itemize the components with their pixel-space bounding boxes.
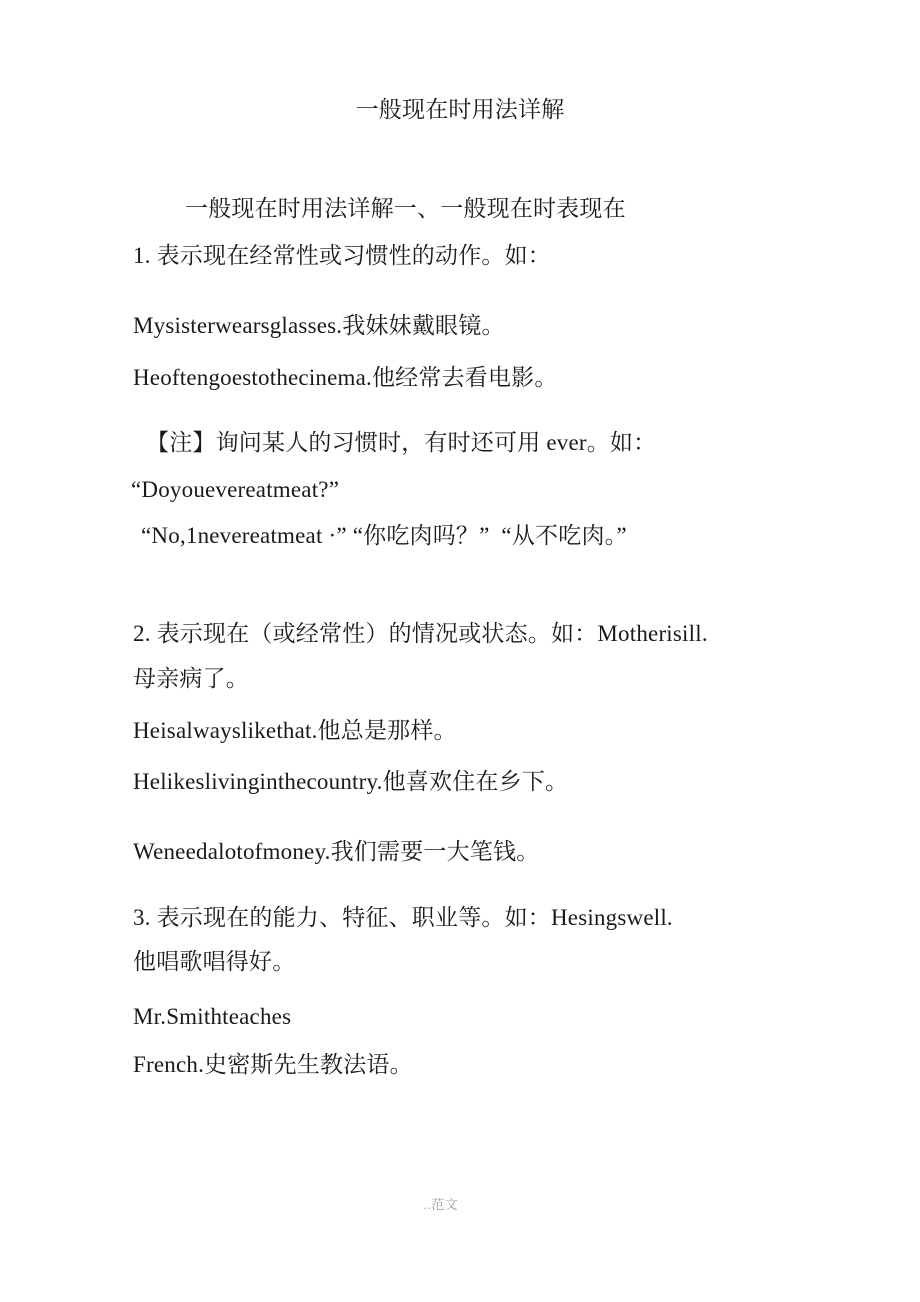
point-1-example-1: Mysisterwearsglasses.我妹妹戴眼镜。: [133, 313, 505, 338]
note-example-2: “No,1nevereatmeat ·” “你吃肉吗？” “从不吃肉。”: [141, 523, 627, 548]
point-3-example-1: Mr.Smithteaches: [133, 1004, 292, 1029]
point-2-example-2: Helikeslivinginthecountry.他喜欢住在乡下。: [133, 769, 569, 794]
footer-watermark: ..范文: [423, 1197, 459, 1212]
point-1-heading: 1. 表示现在经常性或习惯性的动作。如：: [133, 243, 551, 268]
point-2-translation: 母亲病了。: [133, 666, 249, 691]
point-2-heading: 2. 表示现在（或经常性）的情况或状态。如：Motherisill.: [133, 621, 708, 646]
point-3-example-2: French.史密斯先生教法语。: [133, 1052, 413, 1077]
point-2-example-3: Weneedalotofmoney.我们需要一大笔钱。: [133, 839, 540, 864]
point-2-example-1: Heisalwayslikethat.他总是那样。: [133, 718, 457, 743]
intro-line: 一般现在时用法详解一、一般现在时表现在: [185, 196, 626, 221]
note-line: 【注】询问某人的习惯时，有时还可用 ever。如：: [146, 430, 657, 455]
point-3-heading: 3. 表示现在的能力、特征、职业等。如：Hesingswell.: [133, 905, 673, 930]
point-1-example-2: Heoftengoestothecinema.他经常去看电影。: [133, 365, 558, 390]
page-title: 一般现在时用法详解: [355, 97, 565, 122]
note-example-1: “Doyouevereatmeat?”: [131, 477, 340, 502]
point-3-translation: 他唱歌唱得好。: [133, 949, 296, 974]
